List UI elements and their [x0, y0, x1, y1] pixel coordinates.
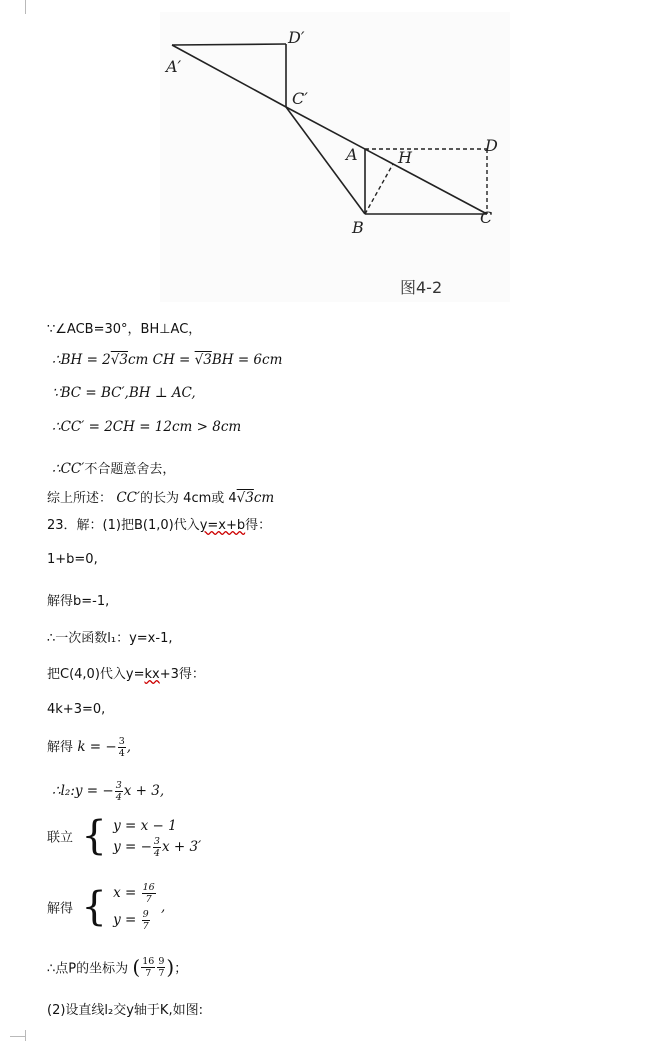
- solve-k-label: 解得: [47, 740, 74, 755]
- line-given-angle: ∵∠ACB=30°，BH⊥AC，: [47, 322, 202, 337]
- ch-part: cm CH =: [127, 352, 195, 368]
- corner-mark-bottom-v: [25, 1030, 26, 1041]
- substitute-end: +3得：: [159, 667, 205, 682]
- line-q23-start: [47, 514, 271, 533]
- line-solve-b: 解得b=-1,: [47, 594, 110, 609]
- conclusion-label: 综上所述：: [47, 491, 113, 506]
- solve-k-lhs: k = −: [77, 739, 117, 755]
- label-A-prime: A′: [166, 57, 182, 76]
- line-eq-4k: 4k+3=0,: [47, 702, 106, 717]
- solution-x: x = $\frac{16}{7}$: [113, 882, 155, 905]
- substitute-kx: kx: [144, 667, 160, 682]
- cc-symbol: ∴CC′: [52, 461, 85, 477]
- line-bh-ch: [52, 352, 282, 368]
- q23-equation: y=x+b: [199, 518, 246, 533]
- line-solution: [47, 880, 165, 934]
- label-C-prime: C′: [292, 89, 308, 108]
- line-eq-1b: 1+b=0,: [47, 552, 98, 567]
- line-discard: [52, 458, 175, 477]
- line-l2-function: [52, 780, 164, 803]
- system-brace: {: [81, 813, 107, 859]
- conclusion-unit: cm: [253, 490, 275, 506]
- bh-part: ∴BH = 2: [52, 352, 111, 368]
- label-D: D: [485, 136, 498, 155]
- bh-result: BH = 6cm: [211, 352, 283, 368]
- solution-end: ,: [160, 899, 166, 915]
- label-D-prime: D′: [288, 28, 305, 47]
- solve-k-end: ,: [126, 739, 132, 755]
- line-substitute-c: [47, 663, 205, 682]
- conclusion-sqrt3: √3: [236, 490, 254, 506]
- label-A: A: [346, 145, 358, 164]
- figure-drawing: [160, 12, 510, 302]
- fraction-16-7: $\frac{16}{7}$: [142, 882, 155, 905]
- line-l1-function: ∴一次函数l₁：y=x-1,: [47, 631, 173, 646]
- fraction-16-7-p: $\frac{16}{7}$: [142, 955, 155, 979]
- label-C: C: [480, 208, 493, 227]
- fraction-3-4: $\frac{3}{4}$: [118, 736, 125, 759]
- label-B: B: [352, 218, 364, 237]
- segment-C'C: [286, 107, 487, 214]
- line-conclusion: [47, 487, 274, 506]
- substitute-c-text: 把C(4,0)代入y=: [47, 667, 145, 682]
- sqrt3-b: √3: [194, 352, 212, 368]
- segment-A'C': [172, 45, 286, 107]
- segment-BH-dashed: [365, 164, 393, 214]
- solution-values: [113, 880, 157, 934]
- l2-rhs: x + 3,: [123, 783, 165, 799]
- corner-mark-bottom: [10, 1036, 26, 1037]
- l2-lhs: ∴l₂:y = −: [52, 783, 114, 799]
- system-label: 联立: [47, 830, 74, 846]
- q23-intro: 23．解：(1)把B(1,0)代入: [47, 518, 200, 533]
- line-cc-length: ∴CC′ = 2CH = 12cm > 8cm: [52, 419, 242, 435]
- fraction-3-4-sys: $\frac{3}{4}$: [153, 836, 160, 859]
- point-p-label: ∴点P的坐标为: [47, 961, 129, 977]
- q23-de: 得：: [245, 518, 272, 533]
- fraction-9-7-p: $\frac{9}{7}$: [158, 955, 165, 979]
- corner-mark-top: [25, 0, 26, 14]
- paren-open: (: [132, 955, 141, 979]
- line-point-p: [47, 955, 187, 979]
- system-eq1: y = x − 1: [113, 818, 177, 834]
- fraction-3-4-l2: $\frac{3}{4}$: [115, 780, 122, 803]
- line-solve-k: [47, 736, 131, 759]
- conclusion-text: 的长为 4cm或 4: [140, 491, 237, 506]
- system-equations: [113, 816, 202, 859]
- figure-caption: 图4-2: [400, 278, 443, 297]
- point-p-end: ；: [174, 961, 188, 977]
- segment-A'D': [172, 44, 286, 45]
- paren-close: ): [166, 955, 175, 979]
- geometry-figure: [160, 12, 510, 302]
- line-bc-equal: ∵BC = BC′,BH ⊥ AC,: [52, 385, 196, 401]
- discard-text: 不合题意舍去，: [84, 462, 176, 477]
- label-H: H: [398, 148, 412, 167]
- solution-brace: {: [81, 884, 107, 930]
- fraction-9-7: $\frac{9}{7}$: [142, 909, 149, 932]
- line-system: [47, 813, 202, 859]
- solution-y: y = $\frac{9}{7}$: [113, 909, 149, 932]
- line-part-2: (2)设直线l₂交y轴于K,如图:: [47, 1003, 203, 1018]
- conclusion-cc: CC′: [116, 490, 141, 506]
- sqrt3-a: √3: [110, 352, 128, 368]
- system-eq2: y = − $\frac{3}{4}$ x + 3′: [113, 836, 202, 859]
- solution-label: 解得: [47, 901, 74, 917]
